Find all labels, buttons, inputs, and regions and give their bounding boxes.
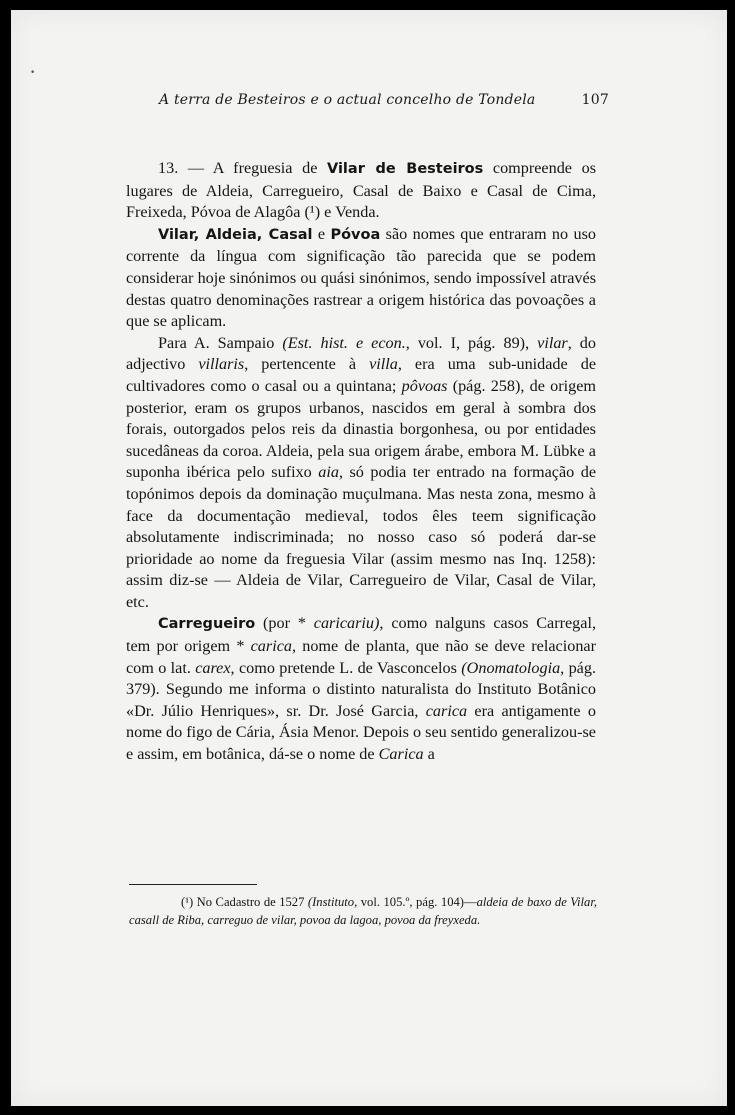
- footnote-quote: aldeia de baxo de Vilar, casall de Riba, carreguo de vilar, povoa da lagoa, povoa da freyxeda.: [129, 895, 598, 927]
- term-carregueiro: Carregueiro: [158, 616, 256, 633]
- place-name-vilar-de-besteiros: Vilar de Besteiros: [327, 161, 484, 177]
- section-number: 13.: [158, 159, 179, 177]
- paragraph-2: Vilar, Aldeia, Casal e Póvoa são nomes que entraram no uso corrente da língua com significação tão parecida que se podem considerar hoje sinónimos ou quási sinónimos, sendo impossível através destas quatro denominações rastrear a origem histórica das povoações a que se aplicam.: [126, 224, 596, 331]
- footnote-divider: [129, 884, 257, 885]
- citation-est-hist: (Est. hist. e econ.: [282, 333, 406, 352]
- paragraph-4: Carregueiro (por * caricariu), como nalguns casos Carregal, tem por origem * carica, nome de planta, que não se deve relacionar com o lat. carex, como pretende L. de Vasconcelos (Onomatologia, pág. 379). Segundo me informa o distinto naturalista do Instituto Botânico «Dr. Júlio Henriques», sr. Dr. José Garcia, carica era antigamente o nome do figo de Cária, Ásia Menor. Depois o seu sentido generalizou-se e assim, em botânica, dá-se o nome de Carica a: [126, 614, 596, 764]
- paragraph-3: Para A. Sampaio (Est. hist. e econ., vol. I, pág. 89), vilar, do adjectivo villaris, pertencente à villa, era uma sub-unidade de cultivadores como o casal ou a quintana; pôvoas (pág. 258), de origem posterior, eram os grupos urbanos, nascidos em geral à sombra dos forais, outorgados pelos reis da dinastia borgonhesa, ou por entidades sucedâneas da coroa. Aldeia, pela sua origem árabe, embora M. Lübke a suponha ibérica pelo sufixo aia, só podia ter entrado na formação de topónimos depois da dominação muçulmana. Mas nesta zona, mesmo à face da documentação medieval, todos êles teem significação absolutamente indiscriminada; no nosso caso só poderá dar-se prioridade ao nome da freguesia Vilar (assim mesmo nas Inq. 1258): assim diz-se — Aldeia de Vilar, Carregueiro de Vilar, Casal de Vilar, etc.: [126, 333, 597, 611]
- footnote-marker: (¹): [181, 895, 194, 909]
- term-povoa: Póvoa: [330, 226, 381, 243]
- paragraph-1: 13. — A freguesia de Vilar de Besteiros compreende os lugares de Aldeia, Carregueiro, Casal de Baixo e Casal de Cima, Freixeda, Póvoa de Alagôa (¹) e Venda.: [126, 159, 596, 222]
- citation-onomatologia: (Onomatologia,: [461, 658, 565, 677]
- main-text: [126, 158, 596, 766]
- book-page: [11, 10, 727, 1106]
- page-number: 107: [581, 92, 609, 108]
- running-header-title: A terra de Besteiros e o actual concelho de Tondela: [159, 92, 536, 108]
- stray-mark: •: [30, 68, 36, 78]
- running-header: [159, 92, 609, 108]
- terms-vilar-aldeia-casal: Vilar, Aldeia, Casal: [158, 226, 313, 243]
- footnote: (¹) No Cadastro de 1527 (Instituto, vol. 105.º, pág. 104)—aldeia de baxo de Vilar, casall de Riba, carreguo de vilar, povoa da lagoa, povoa da freyxeda.: [129, 895, 598, 927]
